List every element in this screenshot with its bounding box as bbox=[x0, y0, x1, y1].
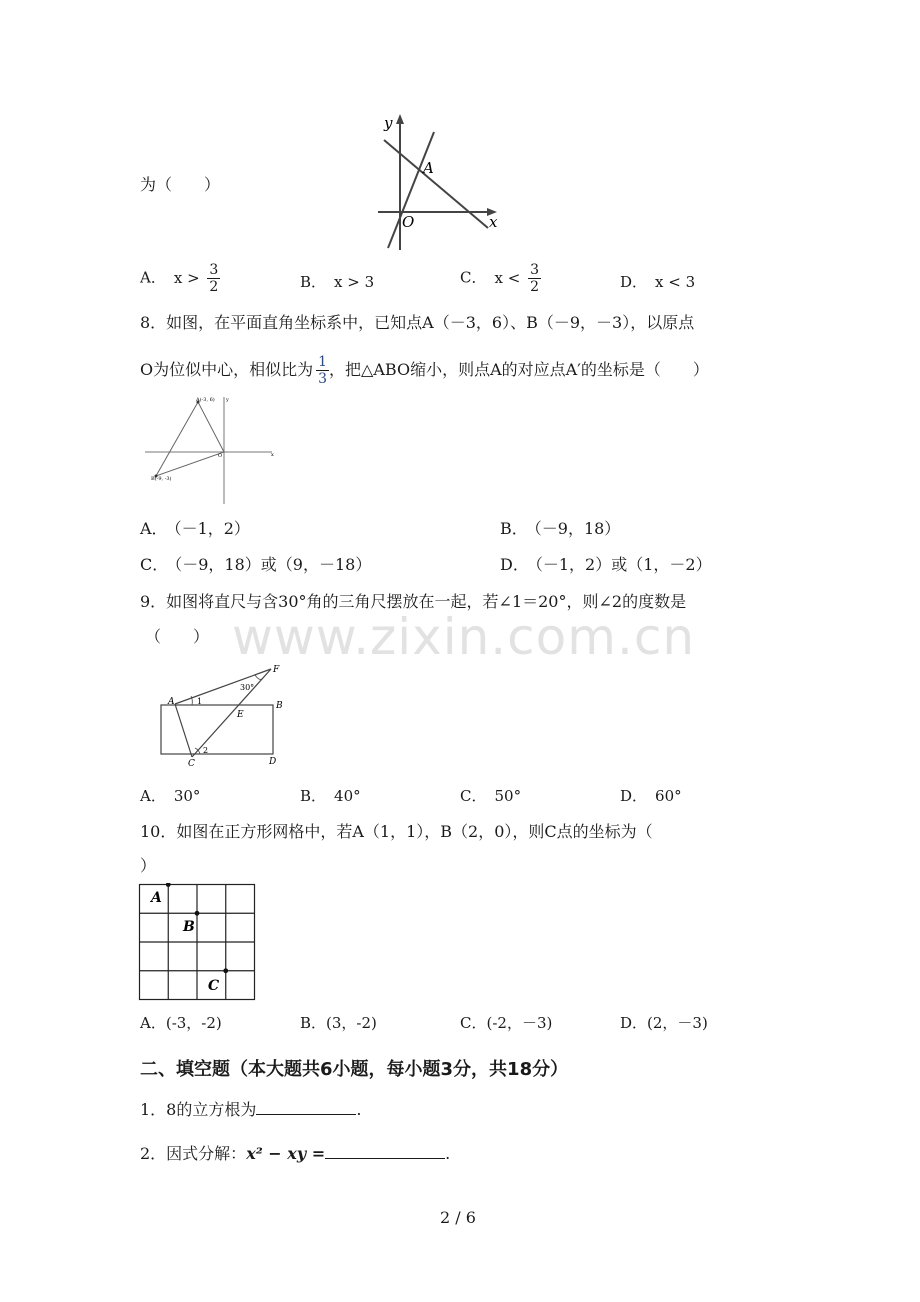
q9-option-b[interactable] bbox=[300, 786, 361, 806]
q7-graph bbox=[370, 110, 505, 255]
q9-option-d[interactable] bbox=[620, 786, 682, 806]
q7-option-b[interactable] bbox=[300, 272, 374, 292]
q10-label-a: A bbox=[151, 890, 162, 906]
q10-option-c[interactable] bbox=[460, 1013, 552, 1033]
q7-point-label: A bbox=[423, 159, 434, 177]
q8-option-b-letter: B． bbox=[500, 519, 528, 538]
q8-option-b[interactable] bbox=[500, 519, 620, 539]
q10-grid bbox=[138, 883, 258, 1003]
q7-option-b-letter: B． bbox=[300, 273, 327, 291]
q8-ratio-fraction: $\frac{1}{3}$ bbox=[318, 354, 328, 387]
q8-label-y: y bbox=[226, 397, 229, 403]
fill-question-1-text: 1．8的立方根为 bbox=[140, 1100, 257, 1119]
watermark: www.zixin.com.cn bbox=[232, 608, 696, 666]
q8-stem-line2b: ，把△ABO缩小，则点A的对应点A′的坐标是（ ） bbox=[329, 360, 709, 379]
q7-option-a-text: x > bbox=[173, 268, 200, 287]
q8-option-a[interactable] bbox=[140, 519, 250, 539]
fill-question-1-blank[interactable] bbox=[256, 1098, 356, 1115]
q7-option-c-letter: C． bbox=[460, 268, 487, 287]
q9-option-c[interactable] bbox=[460, 786, 521, 806]
q7-y-label: y bbox=[384, 114, 393, 132]
q9-option-c-letter: C． bbox=[460, 787, 487, 805]
q7-stem-tail: 为（ ） bbox=[140, 175, 221, 194]
q8-option-d[interactable] bbox=[500, 555, 712, 575]
q8-label-a: A(-3, 6) bbox=[196, 397, 215, 403]
q9-option-b-letter: B． bbox=[300, 787, 327, 805]
q10-label-c: C bbox=[208, 978, 220, 994]
q10-option-d-letter: D． bbox=[620, 1014, 648, 1032]
q8-option-c-text: （－9，18）或（9，－18） bbox=[174, 555, 372, 574]
q9-label-b: B bbox=[276, 701, 283, 711]
q7-option-a[interactable] bbox=[140, 262, 220, 295]
q8-option-a-text: （－1，2） bbox=[173, 519, 250, 538]
q8-label-o: O bbox=[218, 453, 223, 459]
q7-option-a-letter: A． bbox=[140, 268, 166, 287]
q9-option-a[interactable] bbox=[140, 786, 200, 806]
q10-option-a-letter: A． bbox=[140, 1014, 166, 1032]
q9-option-a-text: 30° bbox=[173, 787, 201, 805]
fill-question-2-text: 2．因式分解： bbox=[140, 1144, 247, 1163]
q8-stem-line1: 8．如图，在平面直角坐标系中，已知点A（－3，6）、B（－9，－3），以原点 bbox=[140, 313, 695, 332]
section2-title: 二、填空题（本大题共6小题，每小题3分，共18分） bbox=[140, 1059, 569, 1080]
q10-stem-line1: 10．如图在正方形网格中，若A（1，1），B（2，0），则C点的坐标为（ bbox=[140, 822, 653, 841]
q9-option-a-letter: A． bbox=[140, 787, 166, 805]
fill-question-2 bbox=[140, 1142, 450, 1164]
q7-option-c-fraction: $\frac{3}{2}$ bbox=[530, 262, 539, 295]
q7-option-d-letter: D． bbox=[620, 273, 648, 291]
q9-option-d-text: 60° bbox=[655, 787, 682, 805]
q9-label-d: D bbox=[269, 757, 277, 767]
q8-label-x: x bbox=[271, 452, 274, 458]
q8-option-d-text: （－1，2）或（1，－2） bbox=[534, 555, 712, 574]
q9-label-2: 2 bbox=[203, 746, 209, 755]
q8-option-d-letter: D． bbox=[500, 555, 529, 574]
q9-label-c: C bbox=[188, 759, 195, 769]
q7-option-a-fraction: $\frac{3}{2}$ bbox=[209, 262, 219, 295]
q9-option-d-letter: D． bbox=[620, 787, 648, 805]
q9-label-a: A bbox=[168, 697, 175, 707]
q7-option-d[interactable] bbox=[620, 272, 695, 292]
q10-option-b[interactable] bbox=[300, 1013, 377, 1033]
q7-option-c-text: x < bbox=[494, 268, 521, 287]
q7-option-b-text: x > 3 bbox=[334, 273, 375, 291]
fill-question-2-expression: x² − xy = bbox=[246, 1144, 326, 1163]
q10-label-b: B bbox=[183, 919, 195, 935]
fill-question-1 bbox=[140, 1098, 361, 1120]
q9-option-c-text: 50° bbox=[494, 787, 522, 805]
q8-option-a-letter: A． bbox=[140, 519, 168, 538]
q8-option-c[interactable] bbox=[140, 555, 371, 575]
q10-option-b-letter: B． bbox=[300, 1014, 327, 1032]
q8-stem-line2 bbox=[140, 354, 709, 387]
q9-label-30: 30° bbox=[240, 683, 255, 692]
q9-label-e: E bbox=[237, 710, 244, 720]
q8-option-c-letter: C． bbox=[140, 555, 169, 574]
q7-option-d-text: x < 3 bbox=[655, 273, 696, 291]
q9-label-f: F bbox=[273, 665, 280, 675]
q8-stem-line2a: O为位似中心，相似比为 bbox=[140, 360, 314, 379]
q10-option-d-text: (2，－3) bbox=[647, 1014, 708, 1032]
q10-option-a-text: (-3，-2) bbox=[165, 1014, 222, 1032]
q9-stem-line2: （ ） bbox=[145, 627, 210, 646]
page-number: 2 / 6 bbox=[440, 1208, 476, 1227]
q7-x-label: x bbox=[489, 213, 498, 231]
q9-figure bbox=[155, 660, 295, 770]
fill-question-1-end: . bbox=[356, 1100, 362, 1119]
q10-option-c-letter: C． bbox=[460, 1014, 487, 1032]
q9-option-b-text: 40° bbox=[334, 787, 361, 805]
fill-question-2-blank[interactable] bbox=[325, 1142, 445, 1159]
q8-figure bbox=[140, 392, 280, 507]
q9-stem-line1: 9．如图将直尺与含30°角的三角尺摆放在一起，若∠1＝20°，则∠2的度数是 bbox=[140, 592, 687, 611]
q10-stem-line2: ） bbox=[140, 856, 157, 875]
q9-label-1: 1 bbox=[197, 697, 203, 706]
q10-option-c-text: (-2，－3) bbox=[486, 1014, 553, 1032]
q10-option-b-text: (3，-2) bbox=[326, 1014, 377, 1032]
q7-origin-label: O bbox=[402, 213, 415, 231]
fill-question-2-end: . bbox=[445, 1144, 451, 1163]
q8-option-b-text: （－9，18） bbox=[533, 519, 621, 538]
q8-label-b: B(-9, -3) bbox=[151, 476, 172, 482]
q10-option-a[interactable] bbox=[140, 1013, 222, 1033]
q7-option-c[interactable] bbox=[460, 262, 541, 295]
q10-option-d[interactable] bbox=[620, 1013, 708, 1033]
